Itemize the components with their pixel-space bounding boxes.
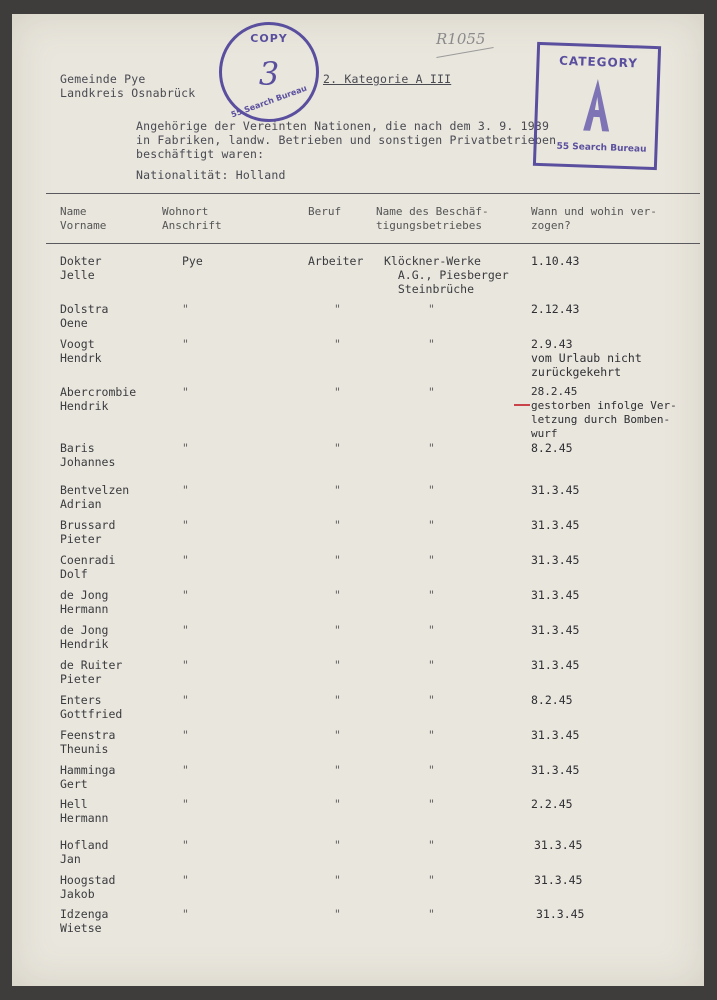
- table-top-rule: [46, 193, 700, 194]
- person-job: ": [334, 483, 341, 497]
- person-when: 31.3.45: [531, 553, 580, 567]
- table-row: [0, 553, 717, 593]
- person-name: de Ruiter Pieter: [60, 658, 123, 686]
- copy-stamp-title: COPY: [250, 32, 288, 45]
- person-job: ": [334, 907, 341, 921]
- person-firm: ": [428, 838, 435, 852]
- person-place: ": [182, 797, 189, 811]
- person-when: 8.2.45: [531, 441, 573, 455]
- person-firm: ": [428, 553, 435, 567]
- category-stamp-title: CATEGORY: [558, 53, 639, 71]
- intro-line-1: Angehörige der Vereinten Nationen, die nach dem 3. 9. 1939: [136, 119, 550, 133]
- person-name: de Jong Hermann: [60, 588, 109, 616]
- person-place: Pye: [182, 254, 203, 268]
- person-firm: ": [428, 763, 435, 777]
- person-place: ": [182, 693, 189, 707]
- person-firm: ": [428, 337, 435, 351]
- person-firm: ": [428, 623, 435, 637]
- person-firm: ": [428, 728, 435, 742]
- person-job: ": [334, 518, 341, 532]
- person-name: Feenstra Theunis: [60, 728, 116, 756]
- person-firm: ": [428, 385, 435, 399]
- copy-stamp-number: 3: [258, 55, 280, 93]
- person-job: ": [334, 728, 341, 742]
- person-job: ": [334, 873, 341, 887]
- person-job: ": [334, 385, 341, 399]
- person-place: ": [182, 873, 189, 887]
- person-when: 31.3.45: [531, 588, 580, 602]
- person-place: ": [182, 728, 189, 742]
- person-firm: ": [428, 483, 435, 497]
- table-row: [0, 337, 717, 377]
- pencil-reference: R1055: [436, 30, 486, 48]
- person-when: 8.2.45: [531, 693, 573, 707]
- person-when: 31.3.45: [531, 728, 580, 742]
- nationality-label: Nationalität: Holland: [136, 168, 286, 182]
- person-when: 1.10.43: [531, 254, 580, 268]
- person-job: ": [334, 553, 341, 567]
- landkreis-label: Landkreis Osnabrück: [60, 86, 196, 100]
- person-when: 31.3.45: [536, 907, 585, 921]
- person-firm: ": [428, 693, 435, 707]
- person-name: Hell Hermann: [60, 797, 109, 825]
- person-when: 28.2.45 gestorben infolge Ver- letzung durch Bomben- wurf: [531, 385, 677, 440]
- person-name: Abercrombie Hendrik: [60, 385, 137, 413]
- person-name: Bentvelzen Adrian: [60, 483, 130, 511]
- person-place: ": [182, 658, 189, 672]
- person-firm: ": [428, 658, 435, 672]
- table-row: [0, 483, 717, 523]
- kategorie-heading: 2. Kategorie A III: [323, 72, 452, 86]
- table-row: [0, 728, 717, 768]
- person-name: Baris Johannes: [60, 441, 116, 469]
- person-when: 31.3.45: [534, 838, 583, 852]
- table-header-rule: [46, 243, 700, 244]
- person-name: Enters Gottfried: [60, 693, 123, 721]
- person-place: ": [182, 483, 189, 497]
- person-name: de Jong Hendrik: [60, 623, 109, 651]
- person-when: 31.3.45: [531, 623, 580, 637]
- person-when: 31.3.45: [531, 658, 580, 672]
- person-job: ": [334, 441, 341, 455]
- person-job: ": [334, 693, 341, 707]
- table-row: [0, 658, 717, 698]
- gemeinde-label: Gemeinde Pye: [60, 72, 146, 86]
- person-job: ": [334, 302, 341, 316]
- person-place: ": [182, 385, 189, 399]
- person-place: ": [182, 302, 189, 316]
- person-name: Hoogstad Jakob: [60, 873, 116, 901]
- person-place: ": [182, 337, 189, 351]
- person-job: ": [334, 623, 341, 637]
- person-job: ": [334, 588, 341, 602]
- table-row: [0, 385, 717, 440]
- table-row: [0, 693, 717, 733]
- column-header-when: Wann und wohin ver- zogen?: [531, 205, 657, 232]
- copy-stamp: [219, 22, 319, 122]
- column-header-name: Name Vorname: [60, 205, 107, 232]
- person-name: Dolstra Oene: [60, 302, 109, 330]
- table-row: [0, 797, 717, 837]
- person-when: 2.2.45: [531, 797, 573, 811]
- person-place: ": [182, 763, 189, 777]
- person-when: 2.9.43 vom Urlaub nicht zurückgekehrt: [531, 337, 642, 379]
- column-header-firm: Name des Beschäf- tigungsbetriebes: [376, 205, 489, 232]
- category-letter-a-icon: [581, 76, 613, 133]
- table-row: [0, 907, 717, 947]
- person-name: Coenradi Dolf: [60, 553, 116, 581]
- person-place: ": [182, 838, 189, 852]
- person-name: Dokter Jelle: [60, 254, 102, 282]
- person-job: ": [334, 838, 341, 852]
- person-when: 31.3.45: [531, 518, 580, 532]
- intro-line-2: in Fabriken, landw. Betrieben und sonstigen Privatbetrieben: [136, 133, 557, 147]
- person-job: ": [334, 763, 341, 777]
- red-ink-mark: [514, 404, 530, 406]
- person-name: Idzenga Wietse: [60, 907, 109, 935]
- table-row: [0, 254, 717, 294]
- person-place: ": [182, 588, 189, 602]
- person-firm: Klöckner-Werke A.G., Piesberger Steinbrüche: [384, 254, 509, 296]
- category-stamp-bureau: 55 Search Bureau: [556, 141, 647, 155]
- person-name: Voogt Hendrk: [60, 337, 102, 365]
- person-place: ": [182, 518, 189, 532]
- table-row: [0, 623, 717, 663]
- person-firm: ": [428, 518, 435, 532]
- person-place: ": [182, 907, 189, 921]
- person-firm: ": [428, 302, 435, 316]
- person-name: Brussard Pieter: [60, 518, 116, 546]
- person-when: 31.3.45: [531, 483, 580, 497]
- person-job: Arbeiter: [308, 254, 364, 268]
- person-firm: ": [428, 588, 435, 602]
- intro-line-3: beschäftigt waren:: [136, 147, 265, 161]
- person-firm: ": [428, 797, 435, 811]
- person-when: 31.3.45: [534, 873, 583, 887]
- person-place: ": [182, 623, 189, 637]
- person-job: ": [334, 337, 341, 351]
- table-row: [0, 302, 717, 342]
- table-row: [0, 838, 717, 878]
- person-place: ": [182, 553, 189, 567]
- column-header-job: Beruf: [308, 205, 342, 218]
- person-place: ": [182, 441, 189, 455]
- copy-stamp-bureau: 55 Search Bureau: [229, 83, 309, 120]
- table-row: [0, 588, 717, 628]
- column-header-place: Wohnort Anschrift: [162, 205, 222, 232]
- table-row: [0, 441, 717, 481]
- person-name: Hamminga Gert: [60, 763, 116, 791]
- category-stamp: [533, 42, 661, 170]
- person-firm: ": [428, 441, 435, 455]
- person-when: 31.3.45: [531, 763, 580, 777]
- person-job: ": [334, 797, 341, 811]
- person-when: 2.12.43: [531, 302, 580, 316]
- person-name: Hofland Jan: [60, 838, 109, 866]
- person-job: ": [334, 658, 341, 672]
- table-row: [0, 518, 717, 558]
- person-firm: ": [428, 873, 435, 887]
- person-firm: ": [428, 907, 435, 921]
